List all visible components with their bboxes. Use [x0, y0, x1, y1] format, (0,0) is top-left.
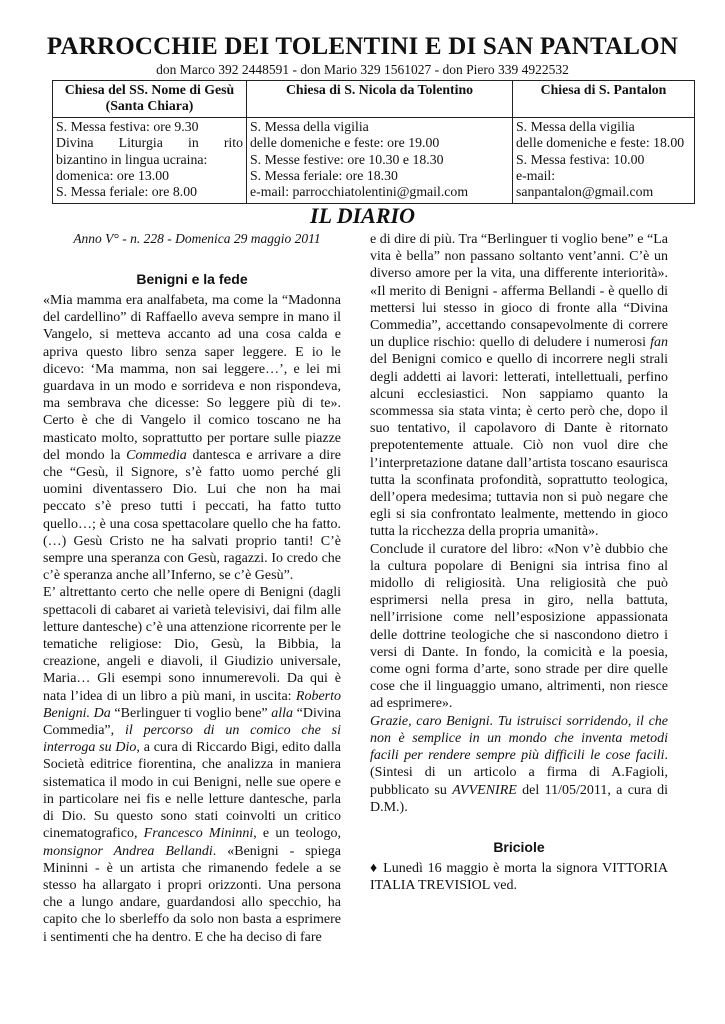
schedule-line: S. Messe festive: ore 10.30 e 18.30	[250, 151, 444, 167]
column-left	[43, 270, 341, 946]
email-tolentini: e-mail: parrocchiatolentini@gmail.com	[250, 184, 469, 200]
article-paragraph: E’ altrettanto certo che nelle opere di Benigni (dagli spettacoli di cabaret ai varietà televisivi, dai film alle letture dantesche) c’è una attenzione ricorrente per le tematiche religiose: Dio, Gesù, la Bibbia, la creazione, angeli e diavoli, il Giudizio universale, Maria… Gli esempi sono innumerevoli. Da qui è nata l’idea di un libro a più mani, in uscita: Roberto Benigni. Da “Berlinguer ti voglio bene” alla “Divina Commedia”, il percorso di un comico che si interroga su Dio, a cura di Riccardo Bigi, edito dalla Società editrice fiorentina, che analizza in maniera sistematica il modo in cui Benigni, nelle sue opere e in particolare nei fis e nelle letture dantesche, parla di Dio. Su questo sono stati coinvolti un critico cinematografico, Francesco Mininni, e un teologo, monsignor Andrea Bellandi. «Benigni - spiega Mininni - è un artista che rimanendo fedele a se stesso ha allargato i propri orizzonti. Una persona che a lungo andare, guardandosi allo specchio, ha capito che lo sberleffo da solo non basta a esprimere i sentimenti che ha dentro. E che ha deciso di fare	[43, 585, 342, 945]
schedule-line: S. Messa festiva: ore 9.30	[56, 118, 199, 134]
schedule-pantalon	[513, 117, 695, 203]
parish-title: PARROCCHIE DEI TOLENTINI E DI SAN PANTALON	[46, 33, 679, 60]
schedule-line: S. Messa festiva: 10.00	[516, 151, 645, 167]
column-right	[370, 231, 668, 894]
schedule-line: Divina Liturgia in rito	[56, 135, 243, 151]
schedule-line: S. Messa feriale: ore 18.30	[250, 168, 398, 184]
schedule-tolentini	[247, 117, 513, 203]
briciole-item: ♦ Lunedì 16 maggio è morta la signora VITTORIA ITALIA TREVISIOL ved.	[370, 860, 668, 894]
schedule-line: delle domeniche e feste: 18.00	[516, 135, 685, 151]
schedule-line: S. Messa della vigilia	[250, 118, 369, 134]
article-paragraph: Conclude il curatore del libro: «Non v’è dubbio che la cultura popolare di Benigni sia intrisa fino al midollo di religiosità. Una religiosità che può esprimersi nella presa in giro, nella battuta, nell’irrisione come nell’esposizione appassionata delle dottrine teologiche che si nascondono dietro i versi di Dante. In fondo, la comicità e la poesia, come ogni forma d’arte, sono strade per dire quelle cose che il linguaggio umano, altrimenti, non riesce ad esprimere».	[370, 541, 668, 712]
schedule-line: e-mail:	[516, 168, 556, 184]
church-name-pantalon: Chiesa di S. Pantalon	[513, 81, 695, 118]
schedule-line: S. Messa della vigilia	[516, 118, 635, 134]
article-flow-text: . «Benigni - spiega Mininni - è un artista che rimanendo fedele a se stesso ha allargato i propri orizzonti. Una persona che a lungo andare, guardandosi allo specchio, ha capito che lo sberleffo da solo non basta a esprimere i sentimenti che ha dentro. E che ha deciso di fare	[43, 843, 341, 945]
priest-phones: don Marco 392 2448591 - don Mario 329 1561027 - don Piero 339 4922532	[156, 62, 569, 77]
schedule-line: bizantino in lingua ucraina:	[56, 151, 208, 167]
church-name-tolentini: Chiesa di S. Nicola da Tolentino	[247, 81, 513, 118]
church-name-santa-chiara: Chiesa del SS. Nome di Gesù (Santa Chiara)	[53, 81, 247, 118]
email-pantalon: sanpantalon@gmail.com	[516, 184, 654, 200]
briciole-title: Briciole	[493, 838, 545, 855]
article-paragraph: «Mia mamma era analfabeta, ma come la “Madonna del cardellino” di Raffaello aveva sempre in mano il Vangelo, si metteva accanto ad una cosa calda e apriva questo libro senza saper leggere. E io le dicevo: ‘Ma mamma, non sai leggere…’, e lei mi guardava in un modo e sorrideva e non rispondeva, ma sembrava che dicesse: So leggere più di te». Certo è che di Vangelo il comico toscano ne ha masticato molto, soprattutto per portare sulle piazze del mondo la Commedia dantesca e arrivare a dire che “Gesù, il Signore, s’è fatto uomo perché gli uomini diventassero Dio. Lui che non ha mai peccato s’è preso tutti i peccati, ha fatto tutto quello…; è una cosa spettacolare quello che ha fatto. (…) Gesù Cristo ne ha salvati proprio tanti! C’è sempre una speranza con Gesù, ragazzi. Io credo che c’è speranza anche all’Inferno, se c’è Gesù”.	[43, 293, 342, 584]
article-title: Benigni e la fede	[136, 271, 248, 287]
schedule-santa-chiara	[53, 117, 247, 203]
church-schedule-table	[52, 80, 695, 204]
issue-line: Anno V° - n. 228 - Domenica 29 maggio 2011	[73, 231, 321, 246]
article-paragraph-continued: e di dire di più. Tra “Berlinguer ti voglio bene” e “La vita è bella” non passano soltanto vent’anni. C’è un diverso amore per la vita, una differente interiorità». «Il merito di Benigni - afferma Bellandi - è quello di mettersi lui stesso in gioco di fronte alla “Divina Commedia”, accettando consapevolmente di correre un duplice rischio: quello di deludere i numerosi fan del Benigni comico e quello di incorrere negli strali degli addetti ai lavori: letterati, intellettuali, perfino alcuni ecclesiastici. Non sappiamo quanto la scommessa sia stata vinta; è certo però che, dopo il suo tentativo, il capolavoro di Dante è ritornato prepotentemente attuale. Ciò non vuol dire che l’interpretazione datane dall’artista toscano esaurisca tutta la sconfinata profondità, soprattutto teologica, dell’opera medesima; tuttavia non si può negare che egli si sia confrontato lealmente, mettendo in gioco tutta la ricchezza della propria umanità».	[370, 232, 668, 540]
schedule-line: domenica: ore 13.00	[56, 168, 170, 184]
newsletter-title: IL DIARIO	[310, 203, 415, 228]
schedule-line: S. Messa feriale: ore 8.00	[56, 184, 197, 200]
article-paragraph: Grazie, caro Benigni. Tu istruisci sorridendo, il che non è semplice in un mondo che inventa metodi facili per rendere sempre più difficili le cose facili. (Sintesi di un articolo a firma di A.Fagioli, pubblicato su AVVENIRE del 11/05/2011, a cura di D.M.).	[370, 713, 668, 815]
schedule-line: delle domeniche e feste: ore 19.00	[250, 135, 440, 151]
masthead	[40, 32, 685, 78]
